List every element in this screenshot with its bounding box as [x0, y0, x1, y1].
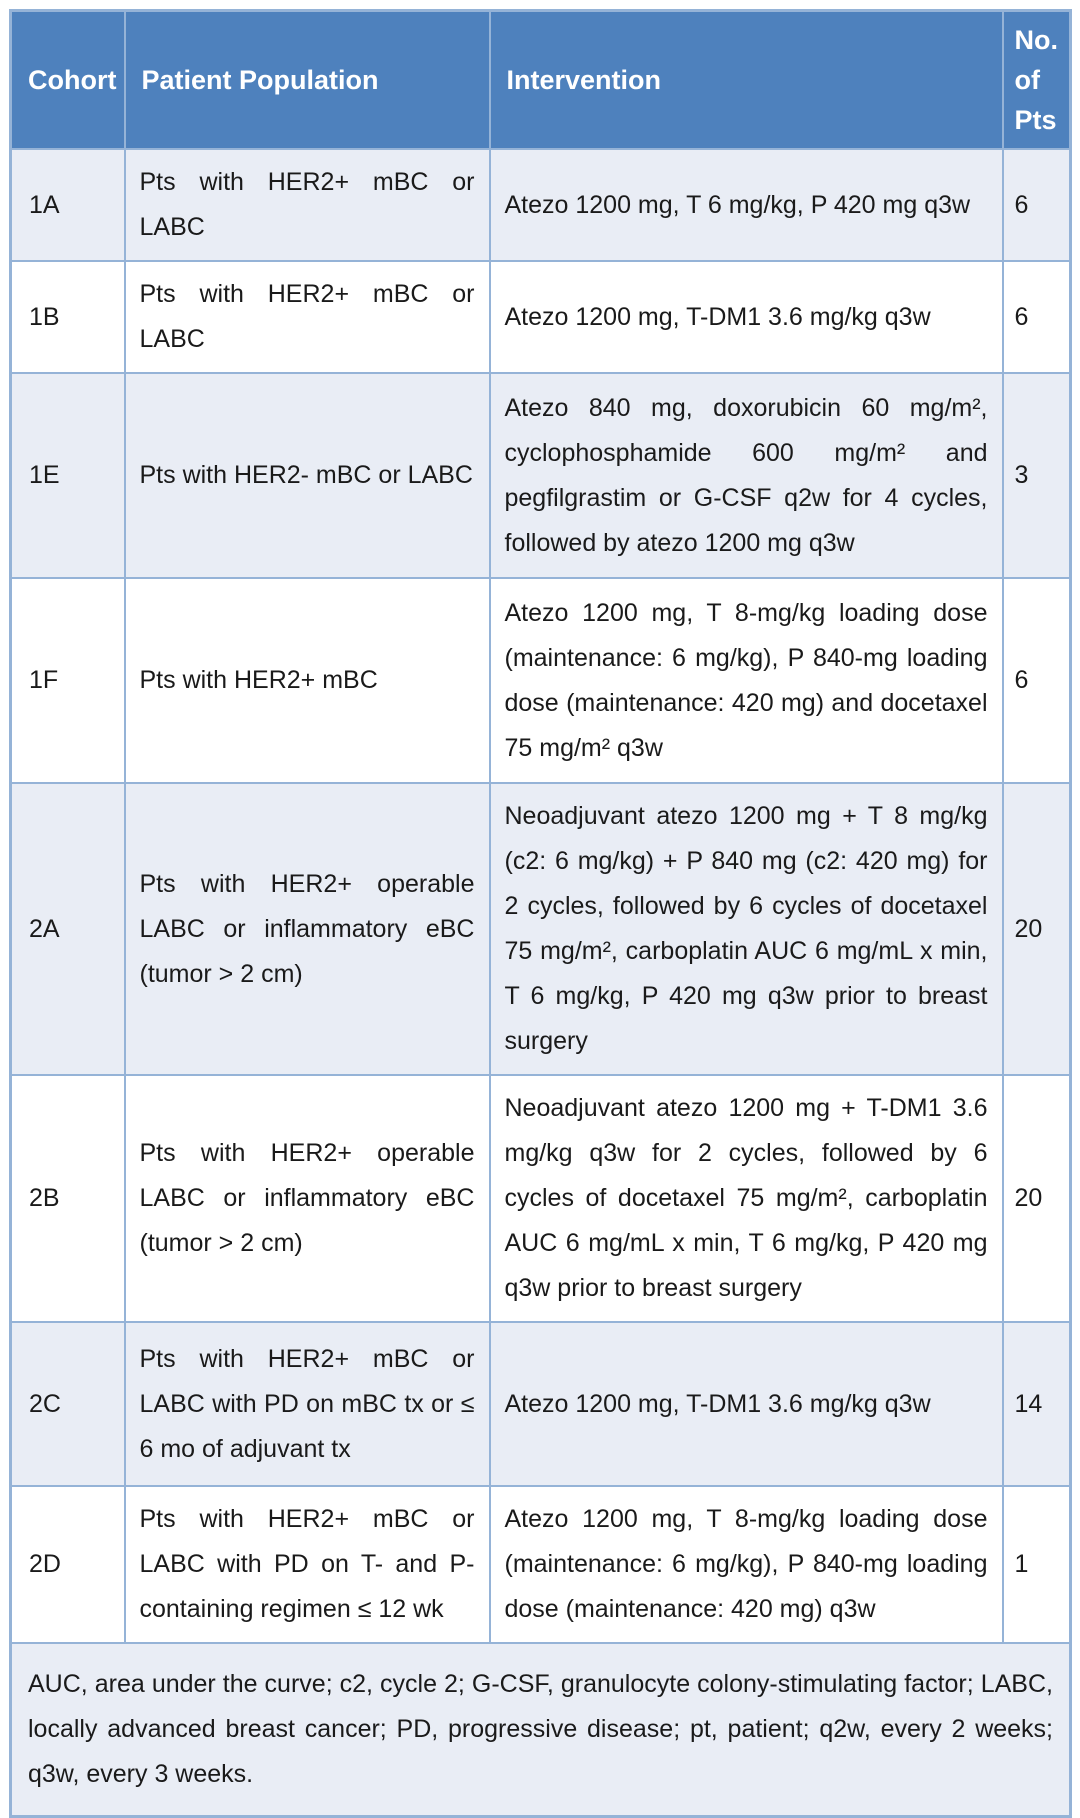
header-patient-population: Patient Population	[125, 11, 490, 150]
cohort-cell: 1B	[11, 261, 125, 373]
header-cohort: Cohort	[11, 11, 125, 150]
footnote-row	[11, 1643, 1071, 1817]
population-cell: Pts with HER2+ mBC or LABC	[125, 261, 490, 373]
population-cell: Pts with HER2+ operable LABC or inflammatory eBC (tumor > 2 cm)	[125, 1075, 490, 1322]
pts-cell: 3	[1003, 373, 1071, 578]
population-cell: Pts with HER2+ mBC or LABC with PD on T- and P-containing regimen ≤ 12 wk	[125, 1486, 490, 1643]
cohort-cell: 1A	[11, 149, 125, 261]
table-row-2d	[11, 1486, 1071, 1643]
cohort-cell: 1E	[11, 373, 125, 578]
pts-cell: 6	[1003, 261, 1071, 373]
table-row-1a	[11, 149, 1071, 261]
intervention-cell: Atezo 1200 mg, T-DM1 3.6 mg/kg q3w	[490, 261, 1003, 373]
cohort-cell: 2B	[11, 1075, 125, 1322]
population-cell: Pts with HER2+ mBC or LABC	[125, 149, 490, 261]
header-intervention: Intervention	[490, 11, 1003, 150]
cohort-cell: 2C	[11, 1322, 125, 1486]
intervention-cell: Atezo 840 mg, doxorubicin 60 mg/m², cyclophosphamide 600 mg/m² and pegfilgrastim or G-CSF q2w for 4 cycles, followed by atezo 1200 mg q3w	[490, 373, 1003, 578]
intervention-cell: Atezo 1200 mg, T 6 mg/kg, P 420 mg q3w	[490, 149, 1003, 261]
cohort-cell: 2A	[11, 783, 125, 1075]
table-row-1f	[11, 578, 1071, 783]
pts-cell: 6	[1003, 578, 1071, 783]
table-row-2c	[11, 1322, 1071, 1486]
intervention-cell: Neoadjuvant atezo 1200 mg + T-DM1 3.6 mg/kg q3w for 2 cycles, followed by 6 cycles of docetaxel 75 mg/m², carboplatin AUC 6 mg/mL x min, T 6 mg/kg, P 420 mg q3w prior to breast surgery	[490, 1075, 1003, 1322]
table-body	[11, 149, 1071, 1817]
pts-cell: 1	[1003, 1486, 1071, 1643]
cohort-table	[9, 9, 1072, 1818]
population-cell: Pts with HER2+ mBC or LABC with PD on mBC tx or ≤ 6 mo of adjuvant tx	[125, 1322, 490, 1486]
population-cell: Pts with HER2+ operable LABC or inflammatory eBC (tumor > 2 cm)	[125, 783, 490, 1075]
table-row-1e	[11, 373, 1071, 578]
pts-cell: 20	[1003, 783, 1071, 1075]
abbreviations-footnote: AUC, area under the curve; c2, cycle 2; G-CSF, granulocyte colony-stimulating factor; LABC, locally advanced breast cancer; PD, progressive disease; pt, patient; q2w, every 2 weeks; q3w, every 3 weeks.	[11, 1643, 1071, 1817]
cohort-cell: 1F	[11, 578, 125, 783]
table-header	[11, 11, 1071, 150]
header-no-of-pts: No. of Pts	[1003, 11, 1071, 150]
cohort-cell: 2D	[11, 1486, 125, 1643]
population-cell: Pts with HER2+ mBC	[125, 578, 490, 783]
intervention-cell: Atezo 1200 mg, T 8-mg/kg loading dose (maintenance: 6 mg/kg), P 840-mg loading dose (maintenance: 420 mg) and docetaxel 75 mg/m² q3w	[490, 578, 1003, 783]
population-cell: Pts with HER2- mBC or LABC	[125, 373, 490, 578]
table-row-2a	[11, 783, 1071, 1075]
pts-cell: 20	[1003, 1075, 1071, 1322]
pts-cell: 6	[1003, 149, 1071, 261]
table-row-2b	[11, 1075, 1071, 1322]
intervention-cell: Atezo 1200 mg, T 8-mg/kg loading dose (maintenance: 6 mg/kg), P 840-mg loading dose (maintenance: 420 mg) q3w	[490, 1486, 1003, 1643]
intervention-cell: Neoadjuvant atezo 1200 mg + T 8 mg/kg (c2: 6 mg/kg) + P 840 mg (c2: 420 mg) for 2 cycles, followed by 6 cycles of docetaxel 75 mg/m², carboplatin AUC 6 mg/mL x min, T 6 mg/kg, P 420 mg q3w prior to breast surgery	[490, 783, 1003, 1075]
intervention-cell: Atezo 1200 mg, T-DM1 3.6 mg/kg q3w	[490, 1322, 1003, 1486]
pts-cell: 14	[1003, 1322, 1071, 1486]
table-row-1b	[11, 261, 1071, 373]
header-row	[11, 11, 1071, 150]
